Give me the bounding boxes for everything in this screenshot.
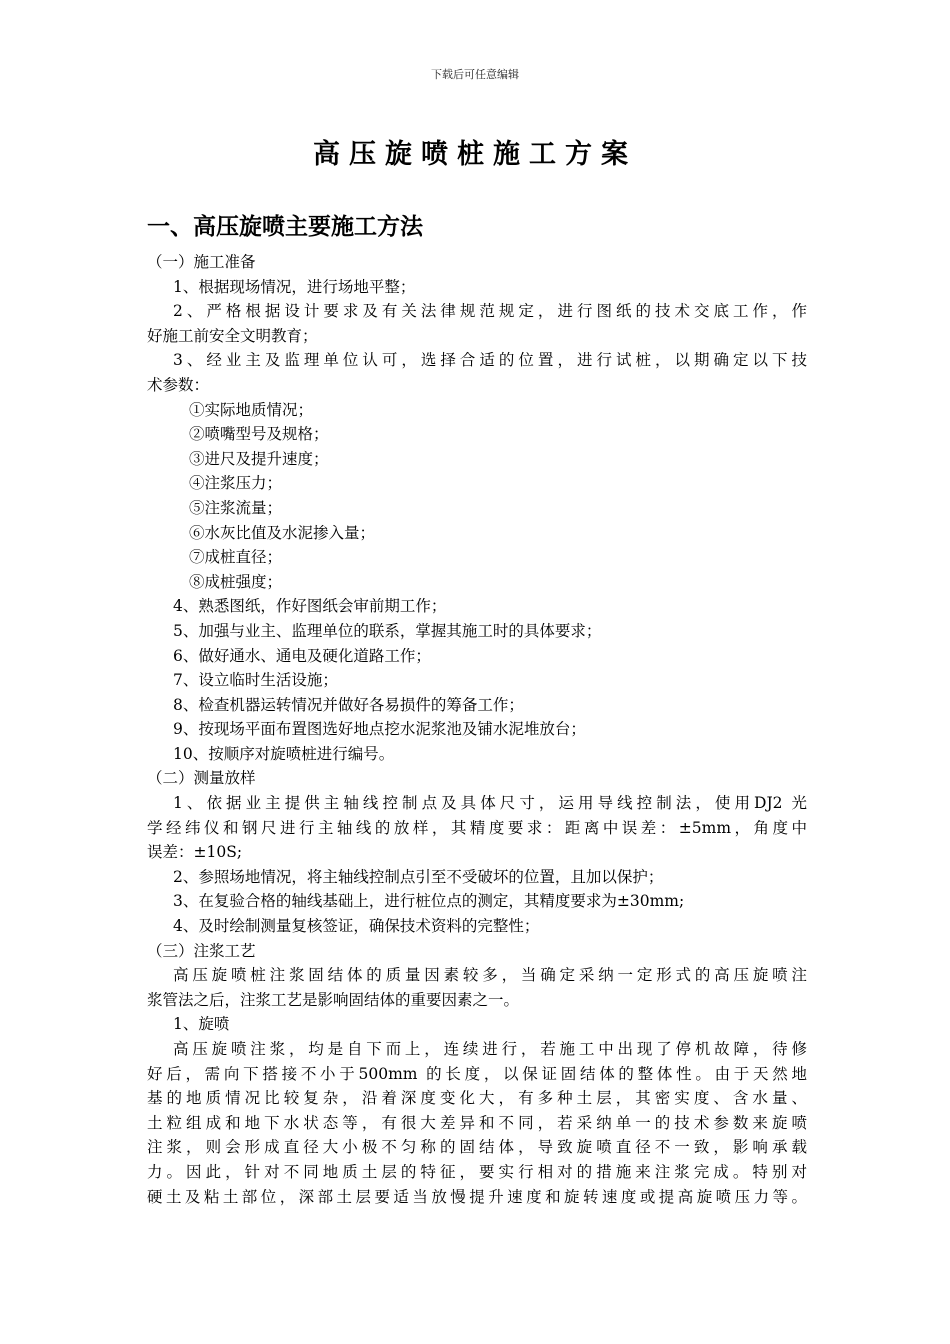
text-line: 1、旋喷 (173, 1015, 230, 1034)
text-line: 学经纬仪和钢尺进行主轴线的放样，其精度要求：距离中误差：±5mm，角度中 (147, 818, 807, 837)
document-title: 高压旋喷桩施工方案 (313, 139, 637, 170)
text-line: （二）测量放样 (147, 769, 256, 788)
text-line: 高压旋喷桩注浆固结体的质量因素较多，当确定采纳一定形式的高压旋喷注 (173, 966, 807, 985)
text-line: 2、参照场地情况，将主轴线控制点引至不受破坏的位置，且加以保护； (173, 867, 664, 886)
text-line: 好后，需向下搭接不小于500mm 的长度，以保证固结体的整体性。由于天然地 (147, 1064, 807, 1083)
text-line: ④注浆压力； (189, 474, 283, 493)
text-line: 10、按顺序对旋喷桩进行编号。 (173, 744, 395, 763)
text-line: ③进尺及提升速度； (189, 449, 329, 468)
text-line: 浆管法之后，注浆工艺是影响固结体的重要因素之一。 (147, 990, 520, 1009)
text-line: 4、及时绘制测量复核签证，确保技术资料的完整性； (173, 917, 540, 936)
text-line: 4、熟悉图纸，作好图纸会审前期工作； (173, 597, 447, 616)
text-line: 9、按现场平面布置图选好地点挖水泥浆池及铺水泥堆放台； (173, 720, 586, 739)
text-line: 高压旋喷注浆，均是自下而上，连续进行，若施工中出现了停机故障，待修 (173, 1040, 807, 1058)
text-line: 术参数： (147, 375, 210, 394)
section-heading: 一、高压旋喷主要施工方法 (147, 214, 423, 240)
text-line: ⑥水灰比值及水泥掺入量； (189, 523, 376, 542)
text-line: 力。因此，针对不同地质土层的特征，要实行相对的措施来注浆完成。特别对 (147, 1162, 807, 1181)
text-line: 8、检查机器运转情况并做好各易损件的筹备工作； (173, 695, 524, 714)
text-line: 3、经业主及监理单位认可，选择合适的位置，进行试桩，以期确定以下技 (173, 351, 807, 370)
text-line: 1、根据现场情况，进行场地平整； (173, 277, 416, 296)
text-line: 7、设立临时生活设施； (173, 671, 338, 690)
header-note: 下载后可任意编辑 (431, 68, 519, 81)
text-line: 6、做好通水、通电及硬化道路工作； (173, 646, 431, 665)
text-line: 注浆，则会形成直径大小极不匀称的固结体，导致旋喷直径不一致，影响承载 (147, 1138, 807, 1157)
text-line: 基的地质情况比较复杂，沿着深度变化大，有多种土层，其密实度、含水量、 (147, 1089, 807, 1108)
body-text (147, 250, 807, 1209)
text-line: 误差：±10S; (147, 843, 243, 862)
text-line: ⑧成桩强度； (189, 572, 283, 591)
text-line: ②喷嘴型号及规格； (189, 425, 329, 444)
text-line: 硬土及粘土部位，深部土层要适当放慢提升速度和旋转速度或提高旋喷压力等。 (147, 1187, 807, 1206)
text-line: ①实际地质情况； (189, 400, 314, 419)
text-line: 土粒组成和地下水状态等，有很大差异和不同，若采纳单一的技术参数来旋喷 (147, 1113, 807, 1132)
text-line: （三）注浆工艺 (147, 941, 256, 960)
text-line: ⑦成桩直径； (189, 548, 283, 567)
text-line: ⑤注浆流量； (189, 498, 283, 517)
text-line: 3、在复验合格的轴线基础上，进行桩位点的测定，其精度要求为±30mm; (173, 892, 685, 911)
text-line: 好施工前安全文明教育； (147, 326, 318, 345)
text-line: 1、依据业主提供主轴线控制点及具体尺寸，运用导线控制法，使用DJ2 光 (173, 794, 807, 813)
text-line: 2、严格根据设计要求及有关法律规范规定，进行图纸的技术交底工作，作 (173, 302, 807, 321)
text-line: 5、加强与业主、监理单位的联系，掌握其施工时的具体要求； (173, 621, 602, 640)
text-line: （一）施工准备 (147, 253, 256, 271)
